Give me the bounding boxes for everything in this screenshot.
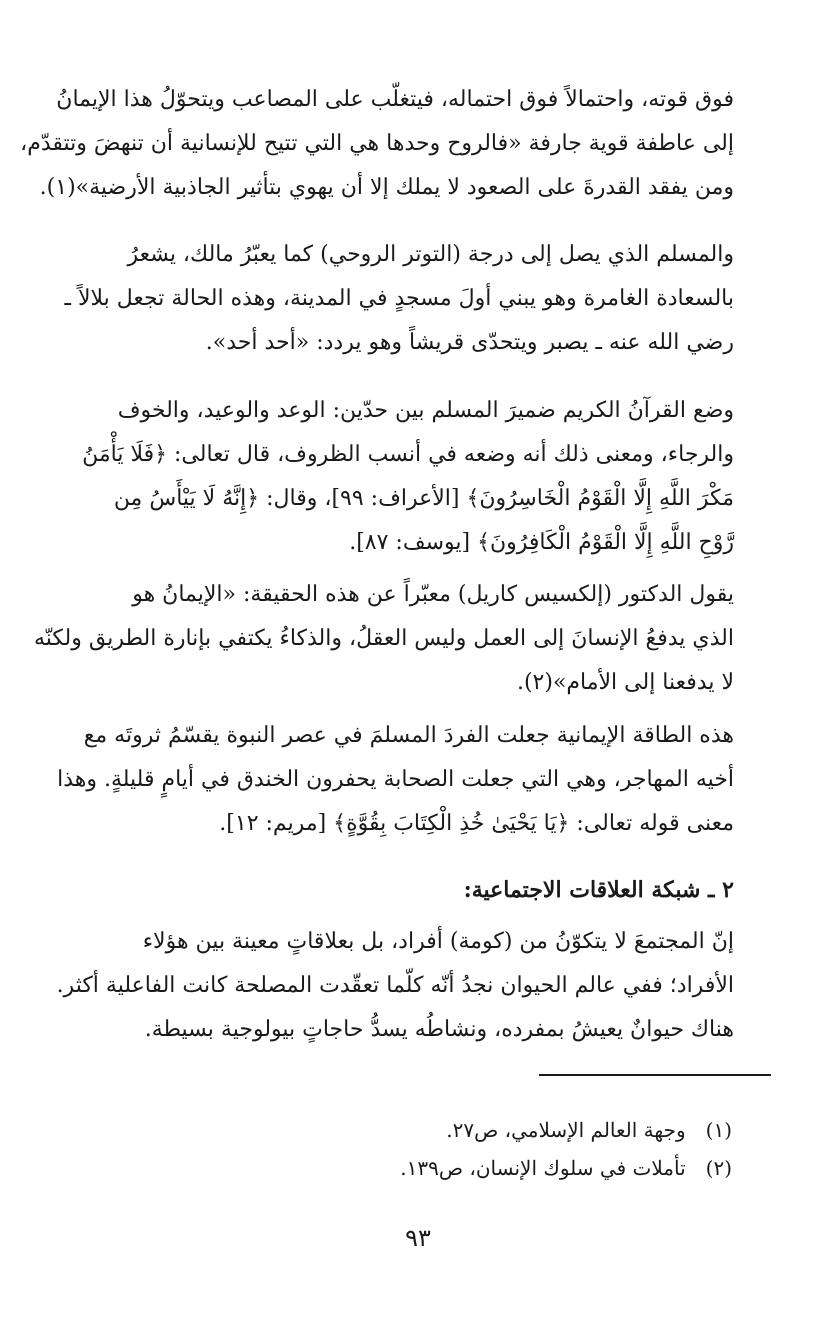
text-line: فوق قوته، واحتمالاً فوق احتماله، فيتغلّب على المصاعب ويتحوّلُ هذا الإيمانُ xyxy=(56,87,734,112)
text-line: الذي يدفعُ الإنسانَ إلى العمل وليس العقلُ، والذكاءُ يكتفي بإنارة الطريق ولكنّه xyxy=(33,626,734,651)
text-line: هذه الطاقة الإيمانية جعلت الفردَ المسلمَ في عصر النبوة يقسّمُ ثروتَه مع xyxy=(83,723,734,748)
text-line: مَكْرَ اللَّهِ إِلَّا الْقَوْمُ الْخَاسِرُونَ﴾ [الأعراف: ٩٩]، وقال: ﴿إِنَّهُ لَا يَيْأَسُ مِن xyxy=(113,486,734,511)
text-line: وضع القرآنُ الكريم ضميرَ المسلم بين حدّين: الوعد والوعيد، والخوف xyxy=(117,398,734,423)
footnote-text: وجهة العالم الإسلامي، ص٢٧. xyxy=(446,1118,686,1142)
text-line: والرجاء، ومعنى ذلك أنه وضعه في أنسب الظروف، قال تعالى: ﴿فَلَا يَأْمَنُ xyxy=(82,442,734,467)
footnote-number: (٢) xyxy=(705,1156,732,1180)
text-line: إنّ المجتمعَ لا يتكوّنُ من (كومة) أفراد، بل بعلاقاتٍ معينة بين هؤلاء xyxy=(142,929,734,954)
footnote-1 xyxy=(232,1112,732,1148)
paragraph-3 xyxy=(82,389,734,565)
text-line: إلى عاطفة قوية جارفة «فالروح وحدها هي التي تتيح للإنسانية أن تنهضَ وتتقدّم، xyxy=(20,131,734,156)
text-line: رضي الله عنه ـ يصبر ويتحدّى قريشاً وهو يردد: «أحد أحد». xyxy=(205,330,734,355)
footnote-divider xyxy=(539,1074,771,1076)
paragraph-4 xyxy=(33,573,734,705)
text-line: الأفراد؛ ففي عالم الحيوان نجدُ أنّه كلّما تعقّدت المصلحة كانت الفاعلية أكثر. xyxy=(56,973,734,998)
paragraph-2 xyxy=(64,233,734,365)
text-line: هناك حيوانٌ يعيشُ بمفرده، ونشاطُه يسدُّ حاجاتٍ بيولوجية بسيطة. xyxy=(144,1017,734,1042)
paragraph-5 xyxy=(57,714,734,846)
text-line: يقول الدكتور (إلكسيس كاريل) معبّراً عن هذه الحقيقة: «الإيمانُ هو xyxy=(132,582,734,607)
section-heading: ٢ ـ شبكة العلاقات الاجتماعية: xyxy=(463,877,734,903)
text-line: أخيه المهاجر، وهي التي جعلت الصحابة يحفرون الخندق في أيامٍ قليلةٍ. وهذا xyxy=(57,767,734,792)
page-number: ٩٣ xyxy=(405,1224,431,1252)
paragraph-1 xyxy=(20,78,734,210)
text-line: والمسلم الذي يصل إلى درجة (التوتر الروحي) كما يعبّرُ مالك، يشعرُ xyxy=(127,242,734,267)
text-line: ومن يفقد القدرةَ على الصعود لا يملك إلا أن يهوي بتأثير الجاذبية الأرضية»(١). xyxy=(39,175,734,200)
text-line: رَّوْحِ اللَّهِ إِلَّا الْقَوْمُ الْكَافِرُونَ﴾ [يوسف: ٨٧]. xyxy=(349,530,734,555)
paragraph-6 xyxy=(56,920,734,1052)
footnote-text: تأملات في سلوك الإنسان، ص١٣٩. xyxy=(400,1156,686,1180)
text-line: لا يدفعنا إلى الأمام»(٢). xyxy=(516,670,734,695)
text-line: معنى قوله تعالى: ﴿يَا يَحْيَىٰ خُذِ الْكِتَابَ بِقُوَّةٍ﴾ [مريم: ١٢]. xyxy=(219,811,734,836)
footnote-number: (١) xyxy=(705,1118,732,1142)
text-line: بالسعادة الغامرة وهو يبني أولَ مسجدٍ في المدينة، وهذه الحالة تجعل بلالاً ـ xyxy=(64,286,734,311)
footnote-2 xyxy=(232,1150,732,1186)
